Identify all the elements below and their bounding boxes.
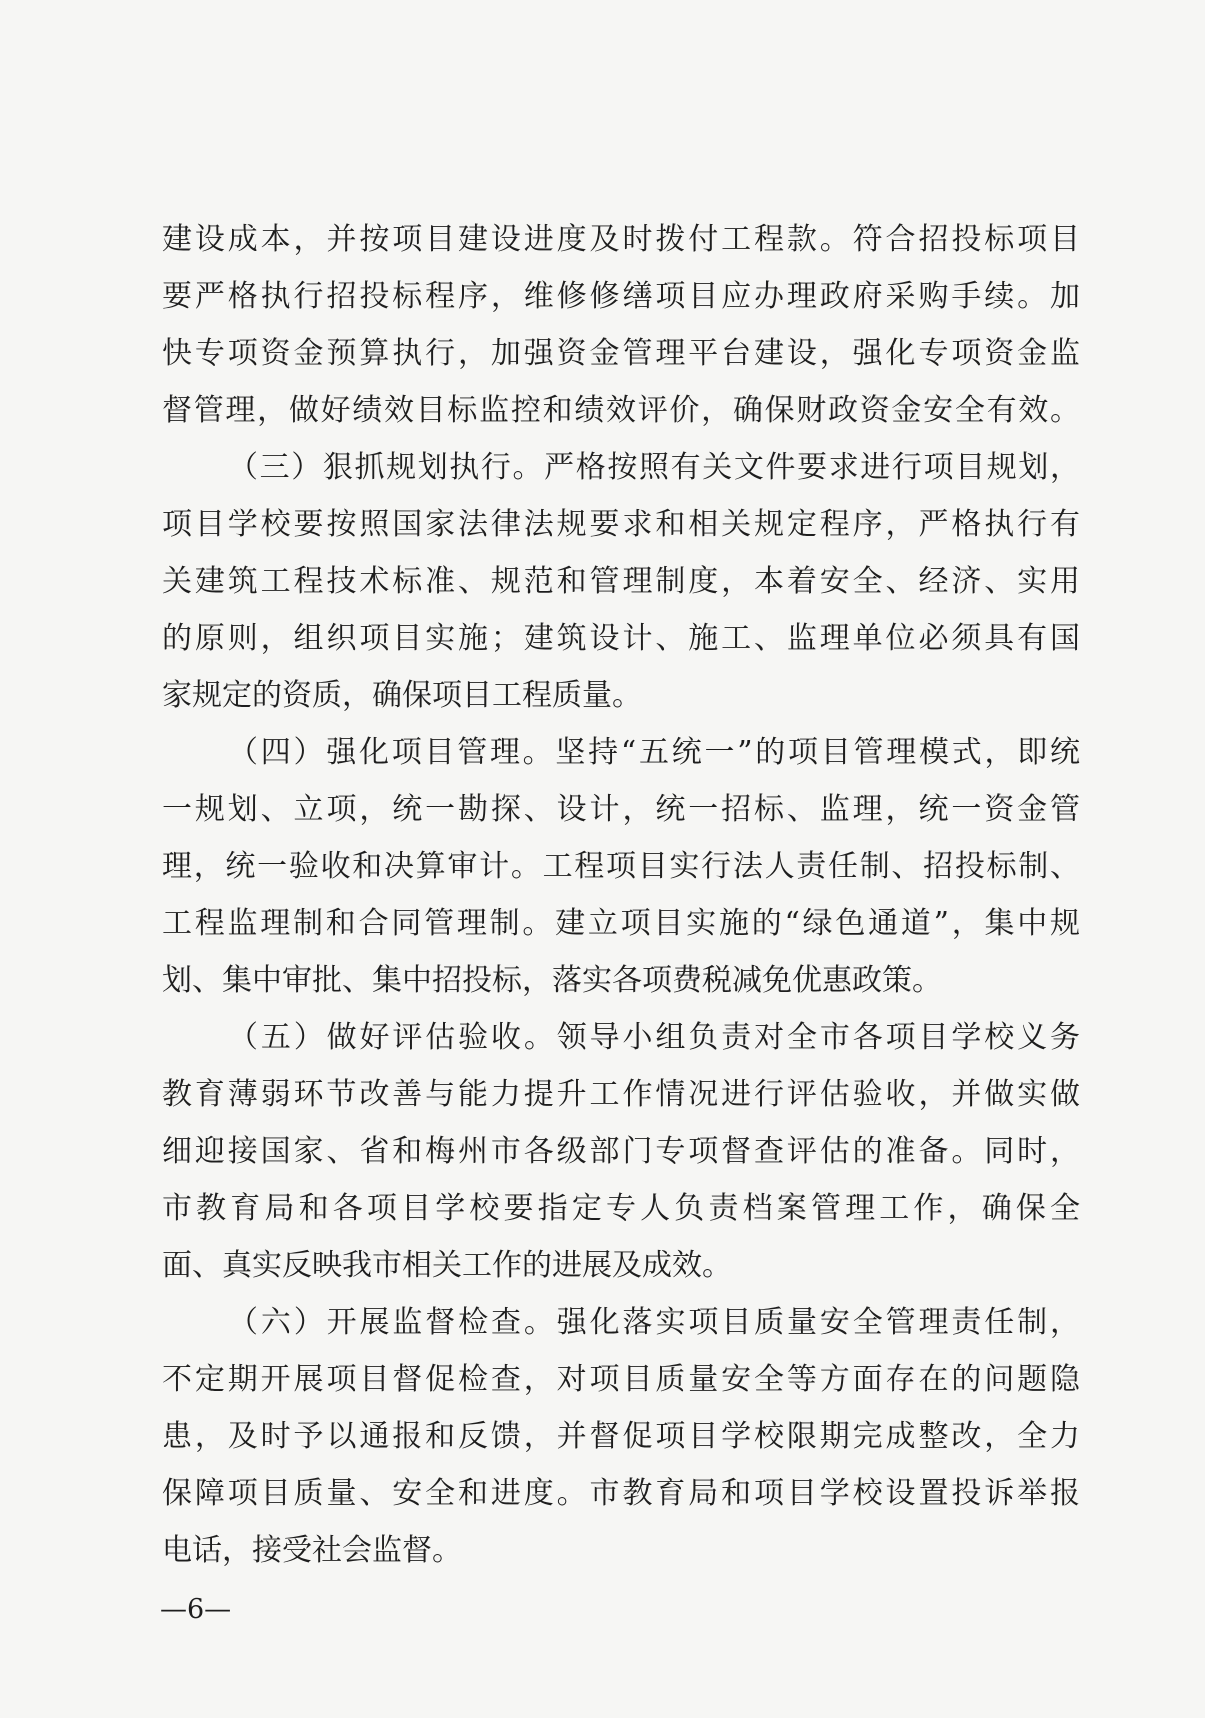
text-line: 一规划、立项，统一勘探、设计，统一招标、监理，统一资金管	[162, 792, 1080, 827]
text-line: 理，统一验收和决算审计。工程项目实行法人责任制、招投标制、	[162, 849, 1080, 884]
text-line: 家规定的资质，确保项目工程质量。	[162, 678, 642, 713]
text-line: 项目学校要按照国家法律法规要求和相关规定程序，严格执行有	[162, 507, 1080, 542]
text-line: 建设成本，并按项目建设进度及时拨付工程款。符合招投标项目	[162, 222, 1080, 257]
text-line: （六）开展监督检查。强化落实项目质量安全管理责任制，	[228, 1305, 1080, 1340]
text-line: （四）强化项目管理。坚持“五统一”的项目管理模式，即统	[228, 735, 1080, 770]
text-line: 细迎接国家、省和梅州市各级部门专项督查评估的准备。同时，	[162, 1134, 1080, 1169]
text-line: 不定期开展项目督促检查，对项目质量安全等方面存在的问题隐	[162, 1362, 1080, 1397]
text-line: 保障项目质量、安全和进度。市教育局和项目学校设置投诉举报	[162, 1476, 1080, 1511]
text-line: 关建筑工程技术标准、规范和管理制度，本着安全、经济、实用	[162, 564, 1080, 599]
text-line: 的原则，组织项目实施；建筑设计、施工、监理单位必须具有国	[162, 621, 1080, 656]
text-line: 市教育局和各项目学校要指定专人负责档案管理工作，确保全	[162, 1191, 1080, 1226]
page-number: —6—	[160, 1594, 232, 1625]
text-line: 患，及时予以通报和反馈，并督促项目学校限期完成整改，全力	[162, 1419, 1080, 1454]
text-line: 督管理，做好绩效目标监控和绩效评价，确保财政资金安全有效。	[162, 393, 1080, 428]
text-line: 划、集中审批、集中招投标，落实各项费税减免优惠政策。	[162, 963, 942, 998]
body-text	[162, 211, 1080, 1579]
text-line: （三）狠抓规划执行。严格按照有关文件要求进行项目规划，	[228, 450, 1080, 485]
text-line: 快专项资金预算执行，加强资金管理平台建设，强化专项资金监	[162, 336, 1080, 371]
text-line: 教育薄弱环节改善与能力提升工作情况进行评估验收，并做实做	[162, 1077, 1080, 1112]
text-line: 要严格执行招投标程序，维修修缮项目应办理政府采购手续。加	[162, 279, 1080, 314]
text-line: 电话，接受社会监督。	[162, 1533, 462, 1568]
text-line: 工程监理制和合同管理制。建立项目实施的“绿色通道”，集中规	[162, 906, 1080, 941]
text-line: 面、真实反映我市相关工作的进展及成效。	[162, 1248, 732, 1283]
text-line: （五）做好评估验收。领导小组负责对全市各项目学校义务	[228, 1020, 1080, 1055]
